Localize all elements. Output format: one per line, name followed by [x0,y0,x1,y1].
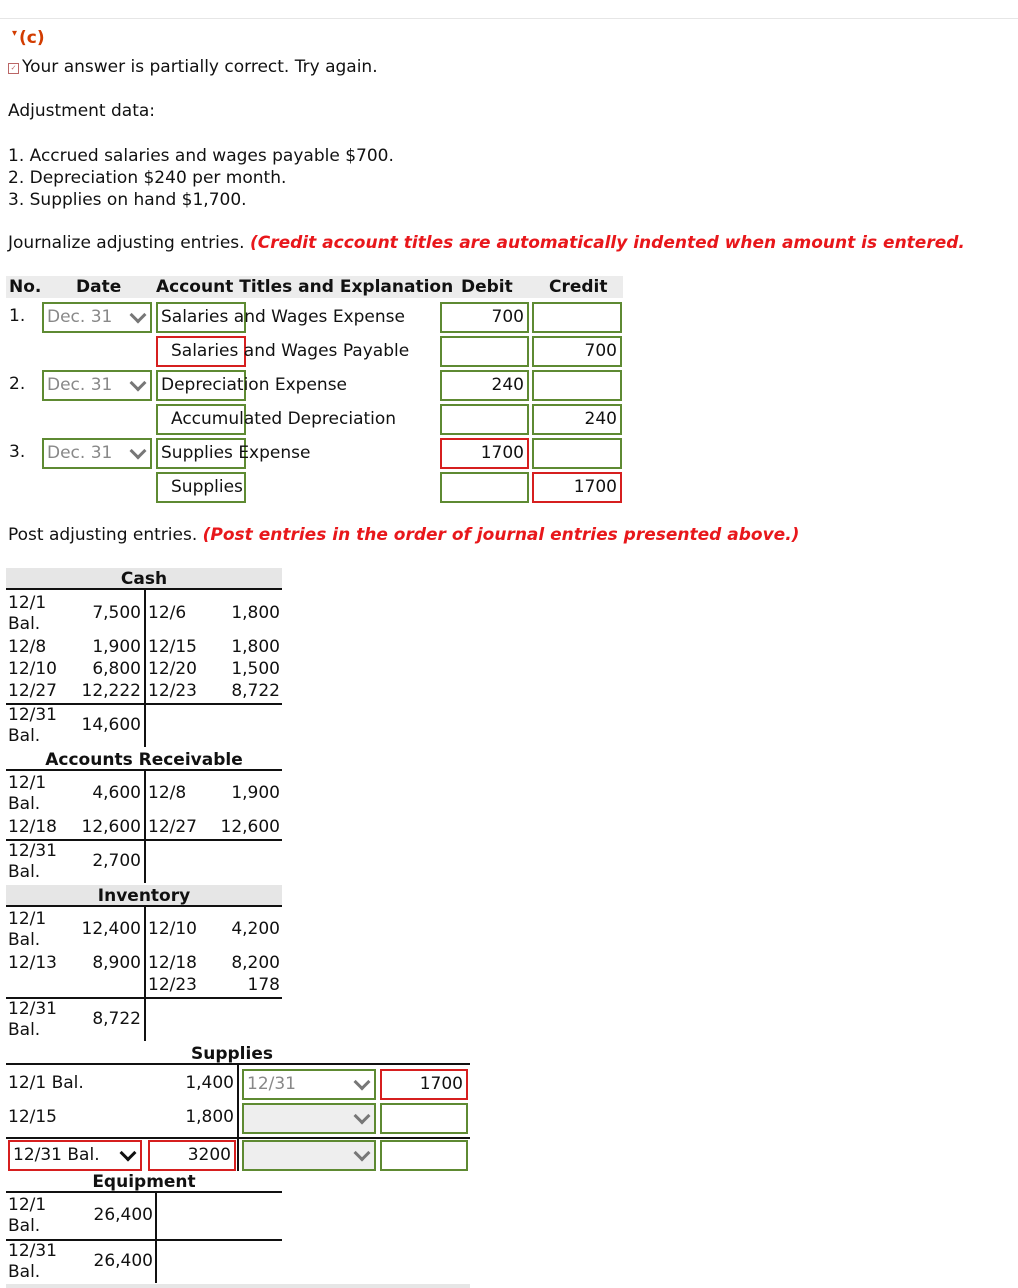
ledger-amount: 1,500 [231,659,280,679]
debit-amount-input[interactable] [440,472,529,503]
chevron-down-icon [120,1145,137,1162]
ledger-amount: 8,722 [231,681,280,701]
ledger-date: 12/6 [148,603,187,623]
header-account: Account Titles and Explanation [156,277,454,297]
credit-amount-input[interactable]: 700 [532,336,622,367]
t-account-title: Cash [6,568,282,590]
entry-date-select[interactable]: Dec. 31 [42,438,152,469]
ledger-date: 12/8 [148,783,187,803]
ledger-amount: 1,800 [231,637,280,657]
debit-account-input[interactable]: Salaries and Wages Expense [156,302,246,333]
t-account-title: Supplies [6,1043,470,1065]
ledger-amount: 4,600 [92,783,141,803]
ledger-date: 12/1 Bal. [8,909,47,950]
balance-amount: 2,700 [92,851,141,871]
t-divider [237,1139,239,1171]
t-divider [144,841,146,883]
chevron-down-icon [130,375,147,392]
credit-amount-input[interactable]: 1700 [380,1069,468,1100]
ledger-amount: 8,900 [92,953,141,973]
t-divider [144,705,146,747]
header-credit: Credit [549,277,608,297]
ledger-date: 12/10 [8,659,57,679]
balance-amount: 8,722 [92,1009,141,1029]
journal-header [6,276,623,298]
entry-number: 3. [9,442,26,462]
entry-date-select[interactable]: Dec. 31 [42,302,152,333]
ledger-date: 12/23 [148,681,197,701]
ledger-date: 12/8 [8,637,47,657]
t-divider [144,590,146,704]
debit-amount-input[interactable]: 700 [440,302,529,333]
t-divider [144,771,146,839]
header-date: Date [76,277,122,297]
ledger-date: 12/23 [148,975,197,995]
credit-amount-input[interactable]: 1700 [532,472,622,503]
adjustment-item: 1. Accrued salaries and wages payable $700. [8,146,394,166]
ledger-amount: 8,200 [231,953,280,973]
t-divider [144,999,146,1041]
header-debit: Debit [461,277,513,297]
debit-amount-input[interactable]: 240 [440,370,529,401]
header-no: No. [9,277,42,297]
adjustment-item: 2. Depreciation $240 per month. [8,168,287,188]
adjustment-item: 3. Supplies on hand $1,700. [8,190,247,210]
ledger-amount: 1,900 [231,783,280,803]
top-divider [0,18,1018,19]
balance-date: 12/31 Bal. [8,1241,57,1282]
chevron-down-icon [130,307,147,324]
ledger-amount: 4,200 [231,919,280,939]
ledger-date: 12/13 [8,953,57,973]
bottom-strip [6,1284,470,1288]
balance-date-select[interactable]: 12/31 Bal. [8,1140,142,1171]
ledger-amount: 12,222 [81,681,141,701]
t-account-title: Equipment [6,1171,282,1193]
t-divider [144,907,146,997]
credit-amount-input[interactable] [532,302,622,333]
balance-date: 12/31 Bal. [8,841,57,882]
credit-date-select[interactable] [242,1103,376,1134]
debit-account-input[interactable]: Depreciation Expense [156,370,246,401]
ledger-date: 12/1 Bal. [8,1073,84,1093]
credit-date-select[interactable]: 12/31 [242,1069,376,1100]
debit-amount-input[interactable] [440,336,529,367]
ledger-date: 12/18 [148,953,197,973]
credit-amount-input[interactable]: 240 [532,404,622,435]
t-divider [155,1241,157,1283]
ledger-amount: 12,600 [220,817,280,837]
collapse-indicator-icon[interactable]: ▾ [12,28,18,39]
credit-amount-input[interactable] [532,370,622,401]
t-divider [155,1193,157,1239]
credit-account-input[interactable]: Accumulated Depreciation [156,404,246,435]
partial-answer-icon: ✓ [8,63,19,74]
chevron-down-icon [354,1108,371,1125]
credit-date-select[interactable] [242,1140,376,1171]
ledger-amount: 12,600 [81,817,141,837]
adjustment-heading: Adjustment data: [8,101,156,121]
t-divider [237,1065,239,1137]
ledger-date: 12/15 [8,1107,57,1127]
credit-account-input[interactable]: Salaries and Wages Payable [156,336,246,367]
entry-date-select[interactable]: Dec. 31 [42,370,152,401]
ledger-amount: 26,400 [93,1205,153,1225]
post-instruction: Post adjusting entries. (Post entries in the order of journal entries presented above.) [8,525,800,545]
part-label: ▾ (c) [12,28,45,48]
chevron-down-icon [354,1145,371,1162]
debit-amount-input[interactable] [440,404,529,435]
journalize-instruction: Journalize adjusting entries. (Credit account titles are automatically indented when amount is entered. [8,233,965,253]
ledger-amount: 1,900 [92,637,141,657]
adjustment-list [8,145,394,211]
ledger-date: 12/20 [148,659,197,679]
ledger-amount: 1,800 [231,603,280,623]
entry-number: 1. [9,306,26,326]
status-message: ✓ Your answer is partially correct. Try again. [8,57,378,77]
credit-amount-input[interactable] [380,1103,468,1134]
entry-number: 2. [9,374,26,394]
ledger-date: 12/27 [148,817,197,837]
balance-amount: 26,400 [93,1251,153,1271]
ledger-amount: 7,500 [92,603,141,623]
ledger-amount: 1,800 [185,1107,234,1127]
ledger-amount: 12,400 [81,919,141,939]
ledger-amount: 6,800 [92,659,141,679]
ledger-date: 12/18 [8,817,57,837]
ledger-date: 12/15 [148,637,197,657]
balance-date: 12/31 Bal. [8,705,57,746]
balance-date: 12/31 Bal. [8,999,57,1040]
ledger-amount: 1,400 [185,1073,234,1093]
balance-amount: 14,600 [81,715,141,735]
ledger-date: 12/1 Bal. [8,593,47,634]
ledger-amount: 178 [247,975,280,995]
t-account-title: Inventory [6,885,282,907]
t-account-title: Accounts Receivable [6,749,282,771]
ledger-date: 12/10 [148,919,197,939]
credit-amount-input[interactable] [532,438,622,469]
chevron-down-icon [130,443,147,460]
ledger-date: 12/27 [8,681,57,701]
balance-amount-input[interactable]: 3200 [148,1140,236,1171]
credit-account-input[interactable]: Supplies [156,472,246,503]
ledger-date: 12/1 Bal. [8,1195,47,1236]
chevron-down-icon [354,1074,371,1091]
debit-amount-input[interactable]: 1700 [440,438,529,469]
credit-amount-input[interactable] [380,1140,468,1171]
ledger-date: 12/1 Bal. [8,773,47,814]
debit-account-input[interactable]: Supplies Expense [156,438,246,469]
